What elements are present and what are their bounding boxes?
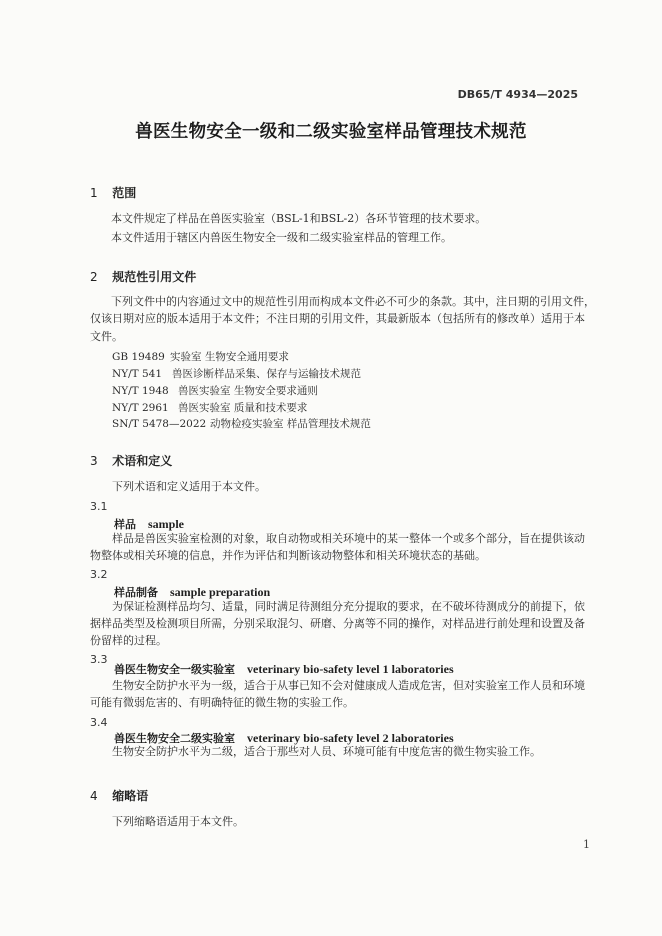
reference-item — [112, 383, 318, 398]
reference-title: 实验室 生物安全通用要求 — [170, 351, 289, 363]
definition-line: 份留样的过程。 — [90, 634, 167, 647]
definition-line: 物整体或相关环境的信息，并作为评估和判断该动物整体和相关环境状态的基础。 — [90, 549, 486, 562]
definition-line: 样品是兽医实验室检测的对象，取自动物或相关环境中的某一整体一个或多个部分，旨在提供该动 — [112, 532, 585, 545]
reference-title: 兽医实验室 生物安全要求通则 — [178, 385, 318, 397]
term-number: 3.1 — [90, 500, 108, 513]
term-en: veterinary bio-safety level 2 laboratories — [247, 731, 454, 745]
term-zh: 兽医生物安全二级实验室 — [114, 732, 235, 745]
section-3-heading — [90, 452, 172, 469]
paragraph: 下列术语和定义适用于本文件。 — [112, 480, 266, 493]
reference-code: NY/T 2961 — [112, 402, 169, 414]
standard-number: DB65/T 4934—2025 — [457, 88, 578, 101]
term-number: 3.2 — [90, 568, 108, 581]
definition-line: 为保证检测样品均匀、适量，同时满足待测组分充分提取的要求，在不破坏待测成分的前提下，依 — [112, 600, 585, 613]
term-zh: 兽医生物安全一级实验室 — [114, 663, 235, 676]
section-title: 规范性引用文件 — [112, 270, 197, 284]
term-zh: 样品 — [114, 518, 136, 531]
term-en: veterinary bio-safety level 1 laboratories — [247, 662, 454, 676]
reference-code: NY/T 1948 — [112, 385, 169, 397]
document-title: 兽医生物安全一级和二级实验室样品管理技术规范 — [135, 122, 527, 142]
reference-item — [112, 400, 307, 415]
term-heading — [114, 584, 270, 600]
paragraph-line: 仅该日期对应的版本适用于本文件；不注日期的引用文件，其最新版本（包括所有的修改单）适用于本 — [90, 312, 585, 325]
section-4-heading — [90, 787, 148, 804]
reference-title: 动物检疫实验室 样品管理技术规范 — [210, 418, 371, 430]
definition-line: 生物安全防护水平为一级，适合于从事已知不会对健康成人造成危害，但对实验室工作人员和环境 — [112, 679, 585, 692]
reference-code: GB 19489 — [112, 351, 165, 363]
reference-item — [112, 366, 361, 381]
reference-code: SN/T 5478—2022 — [112, 418, 207, 430]
section-1-heading — [90, 184, 136, 201]
definition-line: 生物安全防护水平为二级，适合于那些对人员、环境可能有中度危害的微生物实验工作。 — [112, 745, 541, 758]
term-en: sample — [148, 517, 184, 531]
reference-item — [112, 349, 289, 364]
term-number: 3.4 — [90, 716, 108, 729]
term-heading — [114, 661, 454, 677]
term-en: sample preparation — [170, 585, 271, 599]
section-title: 缩略语 — [112, 789, 149, 803]
reference-title: 兽医实验室 质量和技术要求 — [178, 402, 308, 414]
term-zh: 样品制备 — [114, 586, 158, 599]
paragraph: 本文件规定了样品在兽医实验室（BSL-1和BSL-2）各环节管理的技术要求。 — [111, 212, 487, 225]
page-number: 1 — [583, 838, 590, 851]
section-number: 3 — [90, 454, 98, 468]
term-heading — [114, 516, 184, 532]
section-2-heading — [90, 268, 196, 285]
definition-line: 据样品类型及检测项目所需，分别采取混匀、研磨、分离等不同的操作，对样品进行前处理和设置及备 — [90, 617, 585, 630]
paragraph-line: 下列文件中的内容通过文中的规范性引用而构成本文件必不可少的条款。其中，注日期的引用文件， — [111, 295, 595, 308]
section-title: 范围 — [112, 186, 137, 200]
term-number: 3.3 — [90, 653, 108, 666]
paragraph-line: 文件。 — [90, 330, 123, 343]
section-title: 术语和定义 — [112, 454, 173, 468]
section-number: 2 — [90, 270, 98, 284]
paragraph: 下列缩略语适用于本文件。 — [112, 815, 244, 828]
reference-item — [112, 416, 371, 431]
paragraph: 本文件适用于辖区内兽医生物安全一级和二级实验室样品的管理工作。 — [111, 231, 452, 244]
section-number: 1 — [90, 186, 98, 200]
definition-line: 可能有微弱危害的、有明确特征的微生物的实验工作。 — [90, 696, 354, 709]
reference-title: 兽医诊断样品采集、保存与运输技术规范 — [172, 368, 361, 380]
reference-code: NY/T 541 — [112, 368, 163, 380]
section-number: 4 — [90, 789, 98, 803]
